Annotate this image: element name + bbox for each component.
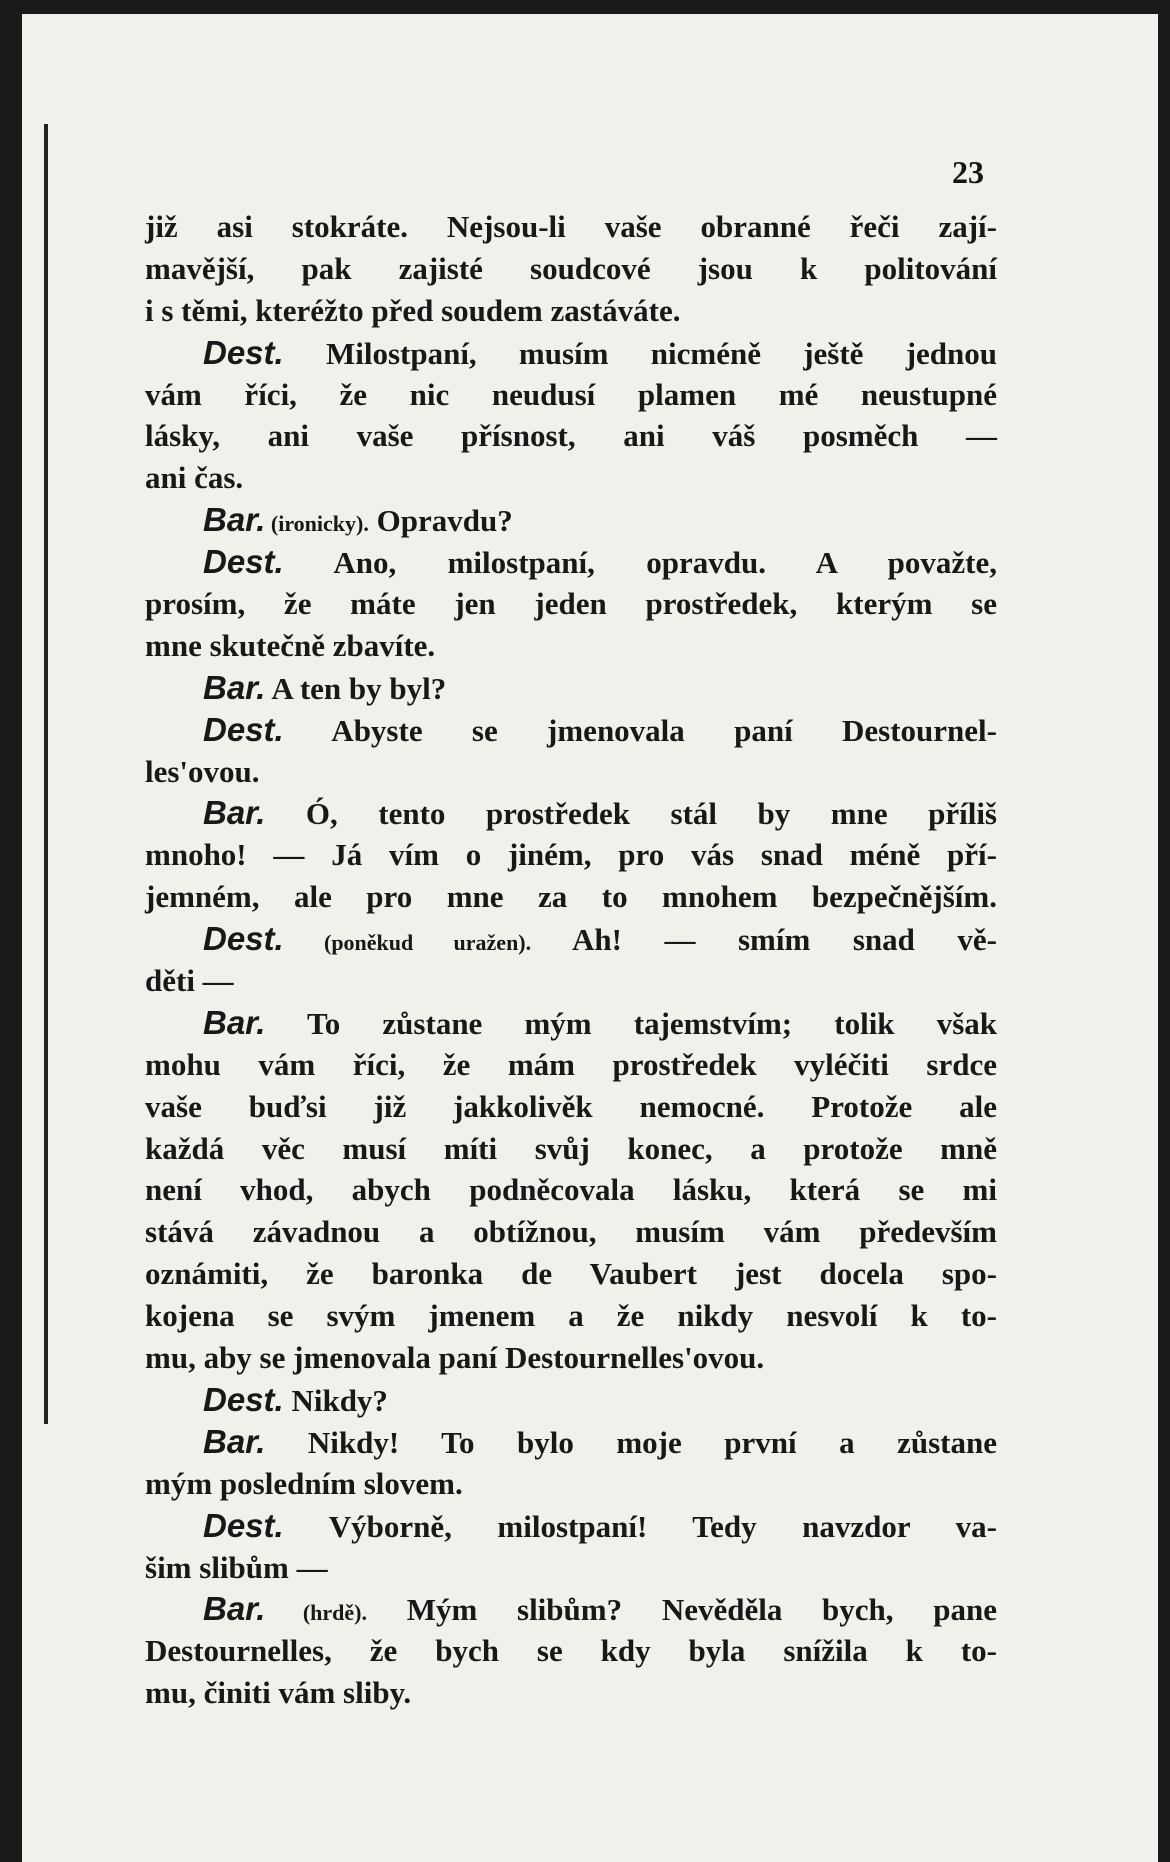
- line-text: mu, aby se jmenovala paní Destournelles'ovou.: [145, 1340, 765, 1376]
- speaker-name: Bar.: [203, 794, 266, 832]
- text-line: [145, 1253, 997, 1295]
- text-line: [145, 1337, 997, 1379]
- text-line: [145, 1421, 997, 1463]
- text-line: [145, 206, 997, 248]
- line-text: Ano, milostpaní, opravdu. A považte,: [283, 545, 997, 581]
- line-text: Ah! — smím snad vě-: [531, 922, 997, 958]
- text-line: [145, 1463, 997, 1505]
- text-line: [145, 709, 997, 751]
- text-line: [145, 1379, 997, 1421]
- line-text: ani čas.: [145, 460, 244, 496]
- line-text: A ten by byl?: [265, 670, 447, 706]
- line-text: Abyste se jmenovala paní Destournel-: [283, 712, 997, 748]
- text-line: [145, 1002, 997, 1044]
- speaker-name: Bar.: [203, 668, 266, 706]
- text-line: [145, 792, 997, 834]
- speaker-name: Bar.: [203, 1590, 266, 1628]
- text-line: [145, 290, 997, 332]
- speaker-name: Bar.: [203, 1003, 266, 1041]
- line-text: Nikdy?: [283, 1382, 388, 1418]
- text-line: [145, 1588, 997, 1630]
- line-text: každá věc musí míti svůj konec, a protože mně: [145, 1130, 997, 1166]
- text-line: [145, 1672, 997, 1714]
- text-line: [145, 1295, 997, 1337]
- text-line: [145, 625, 997, 667]
- speaker-name: Dest.: [203, 710, 284, 748]
- speaker-name: Bar.: [203, 501, 266, 539]
- text-line: [145, 1128, 997, 1170]
- stage-direction: (poněkud uražen).: [283, 930, 532, 956]
- line-text: stává závadnou a obtížnou, musím vám především: [145, 1214, 997, 1250]
- page-number: 23: [952, 154, 984, 190]
- text-line: [145, 1547, 997, 1589]
- line-text: mavější, pak zajisté soudcové jsou k politování: [145, 250, 997, 286]
- text-line: [145, 248, 997, 290]
- line-text: lásky, ani vaše přísnost, ani váš posměch —: [145, 418, 997, 454]
- line-text: šim slibům —: [145, 1549, 328, 1585]
- stage-direction: (hrdě).: [265, 1600, 367, 1626]
- book-page: [22, 14, 1158, 1862]
- line-text: mne skutečně zbavíte.: [145, 627, 436, 663]
- text-line: [145, 332, 997, 374]
- line-text: Opravdu?: [368, 503, 513, 539]
- line-text: Výborně, milostpaní! Tedy navzdor va-: [283, 1508, 997, 1544]
- text-line: [145, 374, 997, 416]
- line-text: jemném, ale pro mne za to mnohem bezpečnějším.: [145, 879, 997, 915]
- text-line: [145, 918, 997, 960]
- line-text: není vhod, abych podněcovala lásku, která se mi: [145, 1172, 997, 1208]
- line-text: kojena se svým jmenem a že nikdy nesvolí k to-: [145, 1298, 997, 1334]
- text-line: [145, 1169, 997, 1211]
- line-text: i s těmi, kteréžto před soudem zastáváte.: [145, 292, 681, 328]
- line-text: mohu vám říci, že mám prostředek vyléčiti srdce: [145, 1046, 997, 1082]
- line-text: oznámiti, že baronka de Vaubert jest docela spo-: [145, 1256, 997, 1292]
- line-text: Milostpaní, musím nicméně ještě jednou: [283, 335, 997, 371]
- text-line: [145, 499, 997, 541]
- line-text: les'ovou.: [145, 753, 260, 789]
- text-line: [145, 667, 997, 709]
- text-line: [145, 1505, 997, 1547]
- speaker-name: Dest.: [203, 1380, 284, 1418]
- text-line: [145, 541, 997, 583]
- speaker-name: Bar.: [203, 1422, 266, 1460]
- speaker-name: Dest.: [203, 1506, 284, 1544]
- line-text: již asi stokráte. Nejsou-li vaše obranné řeči zají-: [145, 209, 997, 244]
- line-text: To zůstane mým tajemstvím; tolik však: [265, 1005, 997, 1041]
- line-text: mu, činiti vám sliby.: [145, 1675, 412, 1711]
- line-text: vám říci, že nic neudusí plamen mé neustupné: [145, 376, 997, 412]
- line-text: Nikdy! To bylo moje první a zůstane: [265, 1424, 997, 1460]
- text-line: [145, 457, 997, 499]
- page-edge-line: [44, 124, 48, 1424]
- line-text: Mým slibům? Nevěděla bych, pane: [367, 1592, 997, 1628]
- speaker-name: Dest.: [203, 543, 284, 581]
- line-text: Destournelles, že bych se kdy byla snížila k to-: [145, 1633, 997, 1669]
- text-line: [145, 834, 997, 876]
- line-text: mnoho! — Já vím o jiném, pro vás snad méně pří-: [145, 837, 997, 873]
- stage-direction: (ironicky).: [265, 511, 369, 537]
- line-text: Ó, tento prostředek stál by mne příliš: [265, 796, 997, 832]
- speaker-name: Dest.: [203, 920, 284, 958]
- text-line: [145, 1086, 997, 1128]
- text-line: [145, 583, 997, 625]
- page-text: [145, 206, 997, 1714]
- text-line: [145, 751, 997, 793]
- text-line: [145, 415, 997, 457]
- line-text: mým posledním slovem.: [145, 1465, 463, 1501]
- text-line: [145, 1044, 997, 1086]
- line-text: prosím, že máte jen jeden prostředek, kterým se: [145, 586, 997, 622]
- speaker-name: Dest.: [203, 333, 284, 371]
- line-text: děti —: [145, 963, 234, 999]
- text-line: [145, 1630, 997, 1672]
- text-line: [145, 1211, 997, 1253]
- line-text: vaše buďsi již jakkolivěk nemocné. Protože ale: [145, 1088, 997, 1124]
- text-line: [145, 876, 997, 918]
- text-line: [145, 960, 997, 1002]
